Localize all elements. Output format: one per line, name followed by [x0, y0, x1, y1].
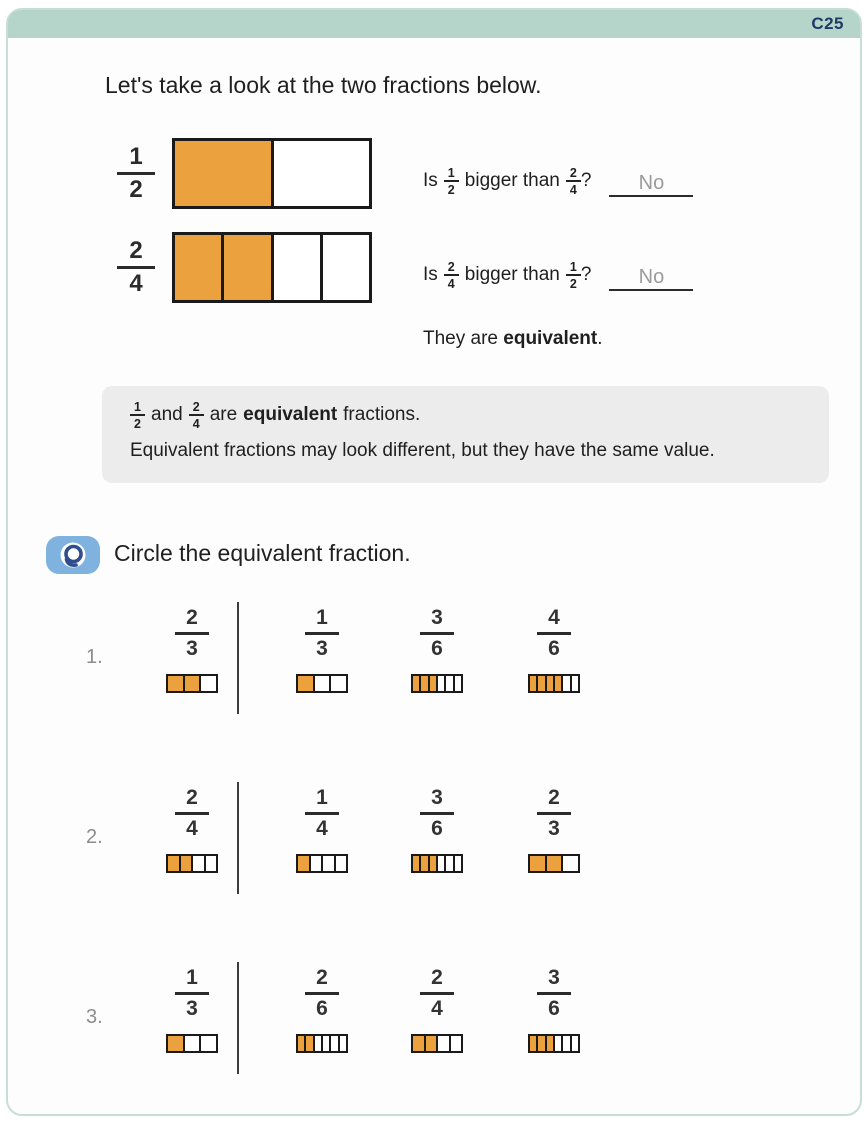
bar-cell-filled	[298, 676, 315, 691]
bar-cell-empty	[446, 856, 454, 871]
fraction-denominator: 4	[129, 270, 143, 297]
problem-number: 3.	[86, 1006, 103, 1028]
fraction-denominator: 4	[447, 276, 455, 291]
bar-cell-empty	[455, 676, 461, 691]
bar-cell-filled	[547, 676, 555, 691]
fraction-bar	[296, 1034, 348, 1053]
bar-cell-empty	[315, 1036, 323, 1051]
fraction-line	[537, 812, 571, 815]
bar-cell-empty	[555, 1036, 563, 1051]
fraction-line	[305, 632, 339, 635]
intro-title: Let's take a look at the two fractions below.	[105, 72, 542, 98]
bar-cell-filled	[538, 1036, 546, 1051]
note-text-bold: equivalent	[243, 404, 338, 425]
fraction	[175, 606, 209, 661]
fraction-denominator: 3	[316, 636, 328, 660]
note-text: fractions.	[343, 404, 421, 425]
fraction-denominator: 2	[134, 416, 141, 431]
fraction-line	[420, 812, 454, 815]
header-band	[8, 10, 860, 38]
fraction-denominator: 6	[431, 636, 443, 660]
bar-cell-filled	[538, 676, 546, 691]
fraction-bar	[411, 674, 463, 693]
fraction-line	[420, 632, 454, 635]
fraction	[175, 966, 209, 1021]
fraction-numerator: 2	[186, 606, 198, 629]
fraction-bar	[411, 854, 463, 873]
bar-cell-filled	[168, 1036, 185, 1051]
bar-cell-filled	[224, 235, 273, 300]
fraction-denominator: 3	[186, 636, 198, 660]
fraction-denominator: 4	[316, 816, 328, 840]
page-code: C25	[811, 14, 844, 33]
fraction	[537, 606, 571, 661]
fraction-line	[537, 632, 571, 635]
question-mark: ?	[580, 264, 592, 285]
option-fraction[interactable]	[504, 786, 604, 873]
note-box	[102, 386, 829, 483]
question-mark: ?	[580, 170, 592, 191]
fraction	[420, 966, 454, 1021]
fraction-numerator: 1	[569, 259, 577, 274]
fraction	[305, 786, 339, 841]
option-fraction[interactable]	[387, 966, 487, 1053]
fraction	[537, 966, 571, 1021]
given-fraction	[142, 966, 242, 1053]
fraction	[305, 606, 339, 661]
fraction-numerator: 2	[186, 786, 198, 809]
fraction-numerator: 2	[192, 399, 200, 414]
fraction-denominator: 3	[548, 816, 560, 840]
inline-fraction	[566, 167, 581, 196]
problem-number: 1.	[86, 646, 103, 668]
fraction	[537, 786, 571, 841]
fraction-denominator: 2	[569, 276, 577, 291]
bar-cell-empty	[315, 676, 332, 691]
bar-cell-filled	[175, 141, 274, 206]
fraction-line	[175, 812, 209, 815]
fraction	[305, 966, 339, 1021]
question-text: Is	[423, 264, 438, 285]
fraction-numerator: 2	[431, 966, 443, 989]
fraction-numerator: 1	[316, 606, 328, 629]
bar-cell-empty	[185, 1036, 202, 1051]
fraction-bar	[528, 674, 580, 693]
bar-cell-empty	[331, 676, 346, 691]
fraction-bar-model	[172, 138, 372, 209]
fraction-bar	[166, 1034, 218, 1053]
given-fraction	[142, 786, 242, 873]
inline-fraction	[566, 261, 581, 290]
bar-cell-filled	[547, 1036, 555, 1051]
bar-cell-filled	[555, 676, 563, 691]
option-fraction[interactable]	[272, 606, 372, 693]
fraction-line	[537, 992, 571, 995]
inline-fraction	[130, 401, 145, 430]
fraction-bar	[296, 674, 348, 693]
bar-cell-empty	[193, 856, 206, 871]
bar-cell-filled	[530, 1036, 538, 1051]
problem-row	[8, 598, 860, 728]
fraction-line	[175, 992, 209, 995]
option-fraction[interactable]	[504, 966, 604, 1053]
fraction-bar	[166, 674, 218, 693]
note-line-2: Equivalent fractions may look different, but they have the same value.	[130, 440, 715, 461]
fraction-line	[305, 812, 339, 815]
bar-cell-filled	[421, 676, 429, 691]
question-2	[423, 258, 693, 292]
bar-cell-empty	[323, 1036, 331, 1051]
given-fraction	[142, 606, 242, 693]
fraction-denominator: 4	[569, 182, 577, 197]
bar-cell-filled	[181, 856, 194, 871]
bar-cell-empty	[331, 1036, 339, 1051]
bar-cell-empty	[451, 1036, 462, 1051]
bar-cell-filled	[413, 856, 421, 871]
bar-cell-filled	[413, 1036, 426, 1051]
bar-cell-filled	[430, 676, 438, 691]
fraction-label	[104, 144, 168, 203]
inline-fraction	[444, 261, 459, 290]
fraction-line	[189, 414, 204, 416]
note-text: and	[151, 404, 183, 425]
fraction-line	[175, 632, 209, 635]
bar-cell-empty	[201, 676, 216, 691]
fraction-line	[117, 172, 155, 175]
bar-cell-empty	[572, 676, 578, 691]
problem-row	[8, 778, 860, 908]
fraction-numerator: 2	[548, 786, 560, 809]
fraction-label	[104, 238, 168, 297]
fraction-denominator: 6	[548, 636, 560, 660]
inline-fraction	[444, 167, 459, 196]
bar-cell-empty	[455, 856, 461, 871]
bar-cell-empty	[563, 856, 578, 871]
bar-cell-empty	[323, 856, 336, 871]
fraction-numerator: 1	[129, 143, 143, 170]
bar-cell-empty	[323, 235, 369, 300]
option-fraction[interactable]	[272, 966, 372, 1053]
worksheet-card	[6, 8, 862, 1116]
bar-cell-empty	[438, 856, 446, 871]
bar-cell-filled	[168, 856, 181, 871]
inline-fraction	[189, 401, 204, 430]
fraction-model-row	[104, 138, 372, 209]
fraction	[420, 786, 454, 841]
bar-cell-empty	[336, 856, 347, 871]
bar-cell-filled	[413, 676, 421, 691]
bar-cell-empty	[438, 1036, 451, 1051]
fraction-numerator: 2	[316, 966, 328, 989]
bar-cell-filled	[298, 856, 311, 871]
question-text: Is	[423, 170, 438, 191]
fraction-numerator: 1	[316, 786, 328, 809]
fraction-denominator: 4	[192, 416, 200, 431]
option-fraction[interactable]	[387, 786, 487, 873]
fraction-model-row	[104, 232, 372, 303]
exercise-prompt: Circle the equivalent fraction.	[114, 540, 411, 566]
fraction-denominator: 3	[186, 996, 198, 1020]
fraction-bar	[528, 854, 580, 873]
fraction-bar	[411, 1034, 463, 1053]
bar-cell-filled	[298, 1036, 306, 1051]
bar-cell-filled	[306, 1036, 314, 1051]
fraction	[175, 786, 209, 841]
fraction-denominator: 6	[316, 996, 328, 1020]
fraction-numerator: 2	[129, 237, 143, 264]
bar-cell-empty	[274, 141, 370, 206]
answer-text: No	[638, 172, 665, 194]
fraction-denominator: 6	[548, 996, 560, 1020]
fraction-denominator: 4	[186, 816, 198, 840]
bar-cell-filled	[430, 856, 438, 871]
bar-cell-empty	[206, 856, 217, 871]
fraction-bar	[166, 854, 218, 873]
fraction-numerator: 3	[431, 786, 443, 809]
fraction-denominator: 2	[447, 182, 455, 197]
bar-cell-filled	[530, 856, 547, 871]
q-badge-icon	[46, 536, 100, 574]
fraction-question-group	[566, 261, 592, 290]
bar-cell-empty	[563, 1036, 571, 1051]
fraction-numerator: 1	[134, 399, 141, 414]
fraction-bar-model	[172, 232, 372, 303]
answer-blank[interactable]	[609, 172, 693, 197]
note-text: are	[209, 404, 238, 425]
fraction-numerator: 4	[548, 606, 560, 629]
question-text: bigger than	[464, 264, 560, 285]
problem-number: 2.	[86, 826, 103, 848]
fraction-denominator: 6	[431, 816, 443, 840]
bar-cell-filled	[530, 676, 538, 691]
fraction-numerator: 1	[447, 165, 455, 180]
bar-cell-empty	[572, 1036, 578, 1051]
fraction-numerator: 2	[569, 165, 577, 180]
bar-cell-filled	[426, 1036, 439, 1051]
bar-cell-filled	[185, 676, 202, 691]
fraction-denominator: 4	[431, 996, 443, 1020]
bar-cell-empty	[340, 1036, 346, 1051]
fraction-line	[566, 180, 581, 182]
bar-cell-empty	[201, 1036, 216, 1051]
bar-cell-empty	[563, 676, 571, 691]
fraction	[420, 606, 454, 661]
option-fraction[interactable]	[272, 786, 372, 873]
fraction-numerator: 2	[447, 259, 455, 274]
fraction-line	[420, 992, 454, 995]
bar-cell-filled	[168, 676, 185, 691]
bar-cell-filled	[547, 856, 564, 871]
fraction-question-group	[566, 167, 592, 196]
fraction-bar	[296, 854, 348, 873]
fraction-line	[444, 180, 459, 182]
fraction-numerator: 3	[431, 606, 443, 629]
bar-cell-filled	[175, 235, 224, 300]
answer-blank[interactable]	[609, 266, 693, 291]
fraction-line	[444, 274, 459, 276]
fraction-line	[305, 992, 339, 995]
answer-text: No	[638, 266, 665, 288]
question-text: bigger than	[464, 170, 560, 191]
fraction-line	[566, 274, 581, 276]
bar-cell-empty	[274, 235, 323, 300]
fraction-line	[117, 266, 155, 269]
option-fraction[interactable]	[504, 606, 604, 693]
bar-cell-empty	[446, 676, 454, 691]
question-1	[423, 164, 693, 198]
fraction-numerator: 3	[548, 966, 560, 989]
bar-cell-empty	[438, 676, 446, 691]
conclusion-text: They are equivalent.	[423, 328, 603, 349]
fraction-numerator: 1	[186, 966, 198, 989]
note-line-1	[130, 399, 819, 431]
bar-cell-empty	[311, 856, 324, 871]
fraction-bar	[528, 1034, 580, 1053]
problem-row	[8, 958, 860, 1088]
option-fraction[interactable]	[387, 606, 487, 693]
fraction-line	[130, 414, 145, 416]
fraction-denominator: 2	[129, 176, 143, 203]
bar-cell-filled	[421, 856, 429, 871]
